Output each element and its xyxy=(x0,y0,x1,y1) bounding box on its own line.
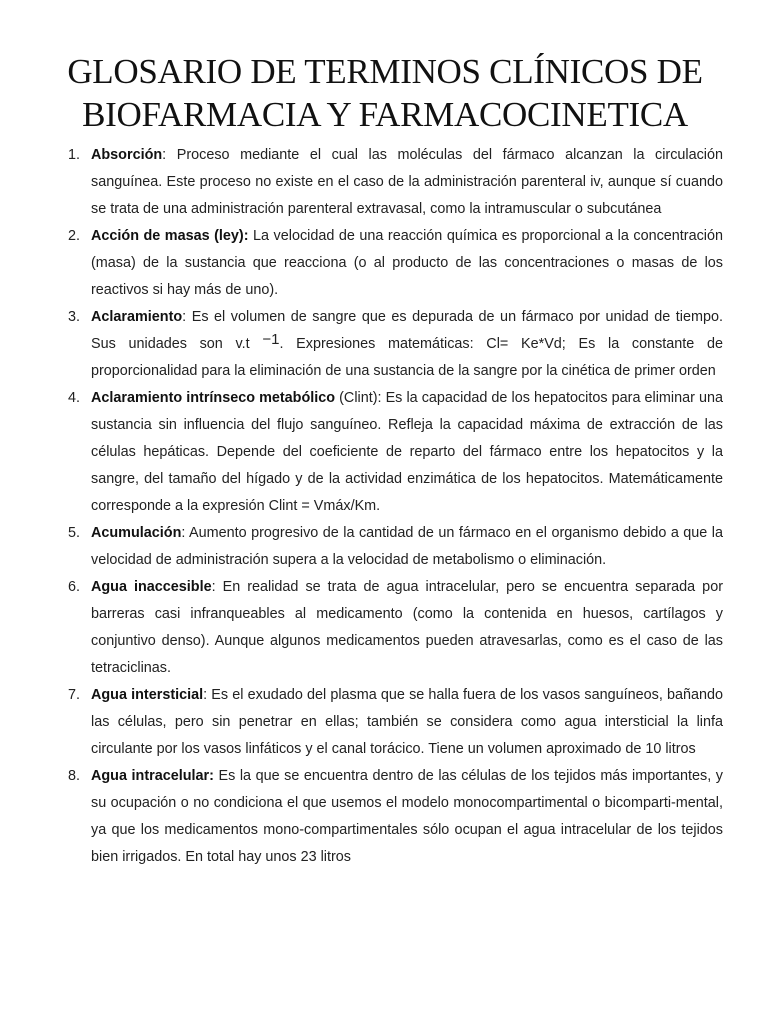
item-number: 2. xyxy=(68,228,81,244)
item-number: 4. xyxy=(68,390,81,406)
item-number: 6. xyxy=(68,579,81,595)
term-separator: : xyxy=(203,687,212,703)
glossary-item-agua-intracelular xyxy=(58,763,723,871)
term-name: Agua intracelular: xyxy=(91,768,214,784)
glossary-item-acumulacion xyxy=(58,520,723,574)
glossary-item-agua-inaccesible xyxy=(58,574,723,682)
term-definition: Proceso mediante el cual las moléculas del fármaco alcanzan la circulación sanguínea. Este proceso no existe en el caso de la administración parenteral iv, aunque sí cuando se trata de una administración parenteral extravasal, como la intramuscular o subcutánea xyxy=(91,147,724,217)
term-definition: Es el exudado del plasma que se halla fuera de los vasos sanguíneos, bañando las células, pero sin penetrar en ellas; también se considera como agua intersticial la linfa circulante por los vasos linfáticos y el canal torácico. Tiene un volumen aproximado de 10 litros xyxy=(91,687,724,757)
term-separator: : xyxy=(211,579,223,595)
item-number: 1. xyxy=(68,147,81,163)
term-definition: Es el volumen de sangre que es depurada de un fármaco por unidad de tiempo. Sus unidades son v.t xyxy=(91,309,723,352)
term-definition: La velocidad de una reacción química es proporcional a la concentración (masa) de la sustancia que reacciona (o al producto de las concentraciones o masas de los reactivos si hay más de uno). xyxy=(91,228,723,298)
term-name: Aclaramiento xyxy=(91,309,183,325)
term-separator: : xyxy=(182,309,192,325)
title-line-1: GLOSARIO DE TERMINOS CLÍNICOS DE xyxy=(67,52,703,91)
term-separator: : xyxy=(162,147,177,163)
term-name: Aclaramiento intrínseco metabólico xyxy=(91,390,336,406)
title-line-2: BIOFARMACIA Y FARMACOCINETICA xyxy=(82,95,688,134)
glossary-item-agua-intersticial xyxy=(58,682,723,763)
term-definition: En realidad se trata de agua intracelular, pero se encuentra separada por barreras casi infranqueables al medicamento (como la contenida en huesos, cartílagos y conjuntivo denso). Aunque algunos medicamentos pueden atravesarlas, como es el caso de las tetraciclinas. xyxy=(91,579,723,676)
term-definition: Aumento progresivo de la cantidad de un fármaco en el organismo debido a que la velocidad de administración supera a la velocidad de metabolismo o eliminación. xyxy=(91,525,723,568)
glossary-list xyxy=(58,142,723,871)
item-number: 8. xyxy=(68,768,81,784)
item-number: 7. xyxy=(68,687,81,703)
term-definition-continued: . Expresiones matemáticas: Cl= Ke*Vd; Es la constante de proporcionalidad para la eliminación de una sustancia de la sangre por la cinética de primer orden xyxy=(91,336,724,379)
glossary-item-aclaramiento-intrinseco xyxy=(58,385,723,520)
glossary-item-aclaramiento xyxy=(58,304,723,385)
page-title xyxy=(40,50,730,136)
term-name: Agua inaccesible xyxy=(91,579,212,595)
term-name: Absorción xyxy=(91,147,163,163)
term-definition: Es la que se encuentra dentro de las células de los tejidos más importantes, y su ocupación o no condiciona el que usemos el modelo monocompartimental o bicomparti-mental, ya que los medicamentos mono-compartimentales sólo ocupan el agua intracelular de los tejidos bien irrigados. En total hay unos 23 litros xyxy=(91,768,723,865)
term-definition: (Clint): Es la capacidad de los hepatocitos para eliminar una sustancia sin influencia del flujo sanguíneo. Refleja la capacidad máxima de extracción de las células hepáticas. Depende del coeficiente de reparto del fármaco entre los hepatocitos y la sangre, del tamaño del hígado y de la actividad enzimática de los hepatocitos. Matemáticamente corresponde a la expresión Clint = Vmáx/Km. xyxy=(91,390,723,514)
superscript-exponent: −1 xyxy=(262,331,280,348)
item-number: 5. xyxy=(68,525,81,541)
term-name: Acción de masas (ley): xyxy=(91,228,249,244)
term-name: Acumulación xyxy=(91,525,182,541)
glossary-item-absorcion xyxy=(58,142,723,223)
item-number: 3. xyxy=(68,309,81,325)
term-separator: : xyxy=(181,525,190,541)
term-name: Agua intersticial xyxy=(91,687,204,703)
glossary-item-accion-de-masas xyxy=(58,223,723,304)
